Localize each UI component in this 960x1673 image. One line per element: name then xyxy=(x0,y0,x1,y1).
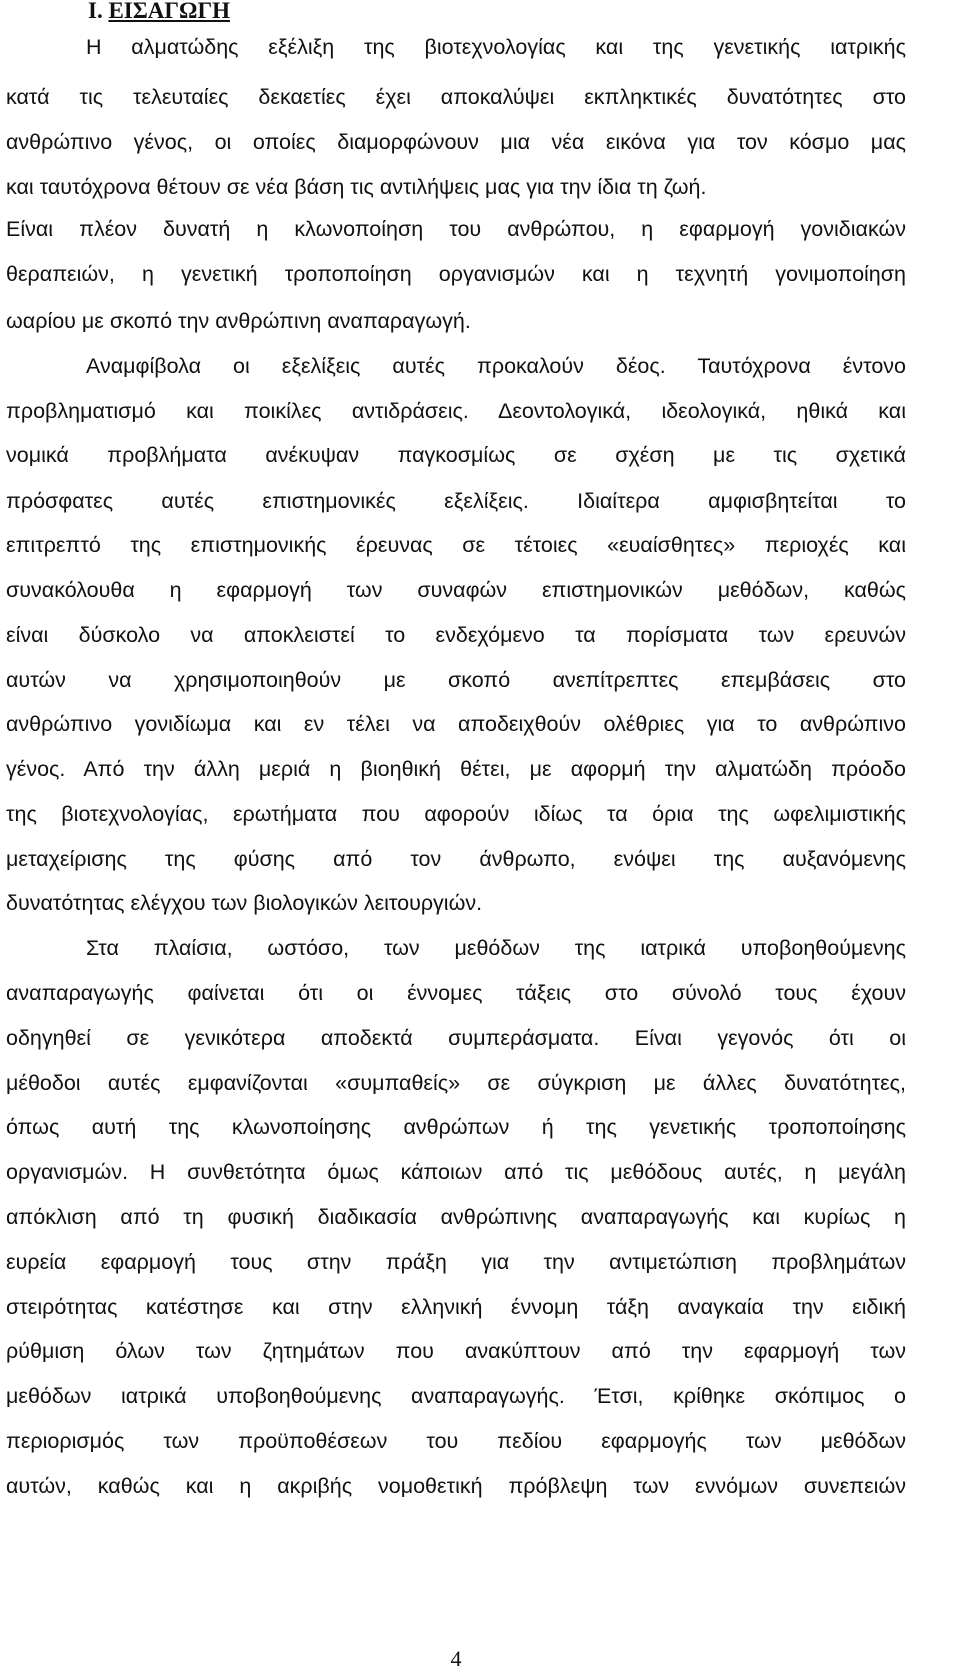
text-line: ρύθμιση όλων των ζητημάτων που ανακύπτουν από την εφαρμογή των xyxy=(6,1339,906,1363)
text-line: θεραπειών, η γενετική τροποποίηση οργανισμών και η τεχνητή γονιμοποίηση xyxy=(6,262,906,286)
text-line: απόκλιση από τη φυσική διαδικασία ανθρώπινης αναπαραγωγής και κυρίως η xyxy=(6,1205,906,1229)
text-line: γένος. Από την άλλη μεριά η βιοηθική θέτει, με αφορμή την αλματώδη πρόοδο xyxy=(6,757,906,781)
text-line: προβληματισμό και ποικίλες αντιδράσεις. Δεοντολογικά, ιδεολογικά, ηθικά και xyxy=(6,399,906,423)
text-line: μεταχείρισης της φύσης από τον άνθρωπο, ενόψει της αυξανόμενης xyxy=(6,847,906,871)
text-line: μεθόδων ιατρικά υποβοηθούμενης αναπαραγωγής. Έτσι, κρίθηκε σκόπιμος ο xyxy=(6,1384,906,1408)
section-heading xyxy=(88,0,230,24)
text-line: αυτών να χρησιμοποιηθούν με σκοπό ανεπίτρεπτες επεμβάσεις στο xyxy=(6,668,906,692)
text-line: αναπαραγωγής φαίνεται ότι οι έννομες τάξεις στο σύνολό τους έχουν xyxy=(6,981,906,1005)
text-line: κατά τις τελευταίες δεκαετίες έχει αποκαλύψει εκπληκτικές δυνατότητες στο xyxy=(6,85,906,109)
text-line: μέθοδοι αυτές εμφανίζονται «συμπαθείς» σε σύγκριση με άλλες δυνατότητες, xyxy=(6,1071,906,1095)
text-line: αυτών, καθώς και η ακριβής νομοθετική πρόβλεψη των εννόμων συνεπειών xyxy=(6,1474,906,1498)
document-page xyxy=(6,0,906,1673)
page-number: 4 xyxy=(450,1646,462,1671)
text-line: Είναι πλέον δυνατή η κλωνοποίηση του ανθρώπου, η εφαρμογή γονιδιακών xyxy=(6,217,906,241)
text-line: και ταυτόχρονα θέτουν σε νέα βάση τις αντιλήψεις μας για την ίδια τη ζωή. xyxy=(6,175,707,199)
text-line: συνακόλουθα η εφαρμογή των συναφών επιστημονικών μεθόδων, καθώς xyxy=(6,578,906,602)
heading-title: ΕΙΣΑΓΩΓΗ xyxy=(108,0,230,23)
text-line: ευρεία εφαρμογή τους στην πράξη για την αντιμετώπιση προβλημάτων xyxy=(6,1250,906,1274)
text-line: επιτρεπτό της επιστημονικής έρευνας σε τέτοιες «ευαίσθητες» περιοχές και xyxy=(6,533,906,557)
text-line: Η αλματώδης εξέλιξη της βιοτεχνολογίας και της γενετικής ιατρικής xyxy=(86,35,906,59)
text-line: οργανισμών. Η συνθετότητα όμως κάποιων από τις μεθόδους αυτές, η μεγάλη xyxy=(6,1160,906,1184)
text-line: ωαρίου με σκοπό την ανθρώπινη αναπαραγωγή. xyxy=(6,309,471,333)
text-line: δυνατότητας ελέγχου των βιολογικών λειτουργιών. xyxy=(6,891,483,915)
text-line: Στα πλαίσια, ωστόσο, των μεθόδων της ιατρικά υποβοηθούμενης xyxy=(86,936,906,960)
text-line: ανθρώπινο γονιδίωμα και εν τέλει να αποδειχθούν ολέθριες για το ανθρώπινο xyxy=(6,712,906,736)
heading-number: I. xyxy=(88,0,103,23)
text-line: στειρότητας κατέστησε και στην ελληνική έννομη τάξη αναγκαία την ειδική xyxy=(6,1295,906,1319)
text-line: Αναμφίβολα οι εξελίξεις αυτές προκαλούν δέος. Ταυτόχρονα έντονο xyxy=(86,354,906,378)
text-line: πρόσφατες αυτές επιστημονικές εξελίξεις. Ιδιαίτερα αμφισβητείται το xyxy=(6,489,906,513)
text-line: περιορισμός των προϋποθέσεων του πεδίου εφαρμογής των μεθόδων xyxy=(6,1429,906,1453)
text-line: της βιοτεχνολογίας, ερωτήματα που αφορούν ιδίως τα όρια της ωφελιμιστικής xyxy=(6,802,906,826)
text-line: οδηγηθεί σε γενικότερα αποδεκτά συμπεράσματα. Είναι γεγονός ότι οι xyxy=(6,1026,906,1050)
text-line: είναι δύσκολο να αποκλειστεί το ενδεχόμενο τα πορίσματα των ερευνών xyxy=(6,623,906,647)
text-line: ανθρώπινο γένος, οι οποίες διαμορφώνουν μια νέα εικόνα για τον κόσμο μας xyxy=(6,130,906,154)
text-line: νομικά προβλήματα ανέκυψαν παγκοσμίως σε σχέση με τις σχετικά xyxy=(6,443,906,467)
text-line: όπως αυτή της κλωνοποίησης ανθρώπων ή της γενετικής τροποποίησης xyxy=(6,1115,906,1139)
